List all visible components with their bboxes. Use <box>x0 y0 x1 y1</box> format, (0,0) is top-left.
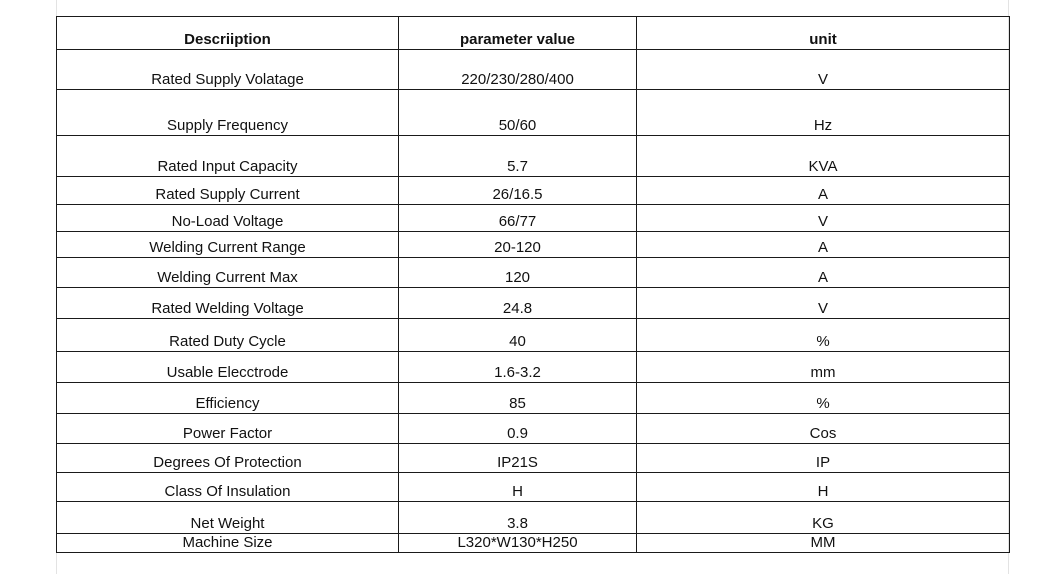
row-description: Efficiency <box>57 383 399 414</box>
table-row <box>57 319 1010 352</box>
header-description: Descriiption <box>57 17 399 50</box>
row-description: Class Of Insulation <box>57 473 399 502</box>
table-row <box>57 288 1010 319</box>
row-description: Welding Current Range <box>57 232 399 258</box>
row-value: 3.8 <box>399 502 637 534</box>
row-description: Rated Welding Voltage <box>57 288 399 319</box>
row-unit: V <box>637 205 1010 232</box>
row-unit: mm <box>637 352 1010 383</box>
table-row <box>57 352 1010 383</box>
row-description: Rated Input Capacity <box>57 136 399 177</box>
row-value: 66/77 <box>399 205 637 232</box>
table-row <box>57 205 1010 232</box>
row-description: Rated Supply Current <box>57 177 399 205</box>
header-unit: unit <box>637 17 1010 50</box>
row-description: Usable Elecctrode <box>57 352 399 383</box>
row-value: 0.9 <box>399 414 637 444</box>
row-unit: Cos <box>637 414 1010 444</box>
table-row <box>57 177 1010 205</box>
row-unit: IP <box>637 444 1010 473</box>
row-unit: H <box>637 473 1010 502</box>
row-unit: A <box>637 258 1010 288</box>
row-description: Machine Size <box>57 534 399 553</box>
row-value: 1.6-3.2 <box>399 352 637 383</box>
row-value: 50/60 <box>399 90 637 136</box>
table-row <box>57 414 1010 444</box>
row-value: 220/230/280/400 <box>399 50 637 90</box>
row-description: No-Load Voltage <box>57 205 399 232</box>
row-value: 24.8 <box>399 288 637 319</box>
table-row <box>57 444 1010 473</box>
spec-table <box>56 16 1010 553</box>
row-value: 5.7 <box>399 136 637 177</box>
row-unit: A <box>637 177 1010 205</box>
row-unit: MM <box>637 534 1010 553</box>
row-value: 120 <box>399 258 637 288</box>
row-unit: A <box>637 232 1010 258</box>
row-unit: % <box>637 383 1010 414</box>
row-description: Rated Duty Cycle <box>57 319 399 352</box>
row-description: Rated Supply Volatage <box>57 50 399 90</box>
row-description: Degrees Of Protection <box>57 444 399 473</box>
table-row <box>57 136 1010 177</box>
row-value: 20-120 <box>399 232 637 258</box>
row-unit: Hz <box>637 90 1010 136</box>
row-description: Power Factor <box>57 414 399 444</box>
row-value: 26/16.5 <box>399 177 637 205</box>
row-unit: KVA <box>637 136 1010 177</box>
table-row <box>57 502 1010 534</box>
table-row <box>57 232 1010 258</box>
table-row <box>57 473 1010 502</box>
row-value: IP21S <box>399 444 637 473</box>
row-unit: KG <box>637 502 1010 534</box>
table-row <box>57 258 1010 288</box>
table-row <box>57 90 1010 136</box>
row-unit: V <box>637 288 1010 319</box>
row-value: L320*W130*H250 <box>399 534 637 553</box>
row-unit: V <box>637 50 1010 90</box>
row-description: Welding Current Max <box>57 258 399 288</box>
row-description: Supply Frequency <box>57 90 399 136</box>
row-description: Net Weight <box>57 502 399 534</box>
row-unit: % <box>637 319 1010 352</box>
header-parameter-value: parameter value <box>399 17 637 50</box>
row-value: 40 <box>399 319 637 352</box>
table-row <box>57 50 1010 90</box>
row-value: 85 <box>399 383 637 414</box>
table-row <box>57 383 1010 414</box>
table-row <box>57 534 1010 553</box>
row-value: H <box>399 473 637 502</box>
header-row <box>57 17 1010 50</box>
